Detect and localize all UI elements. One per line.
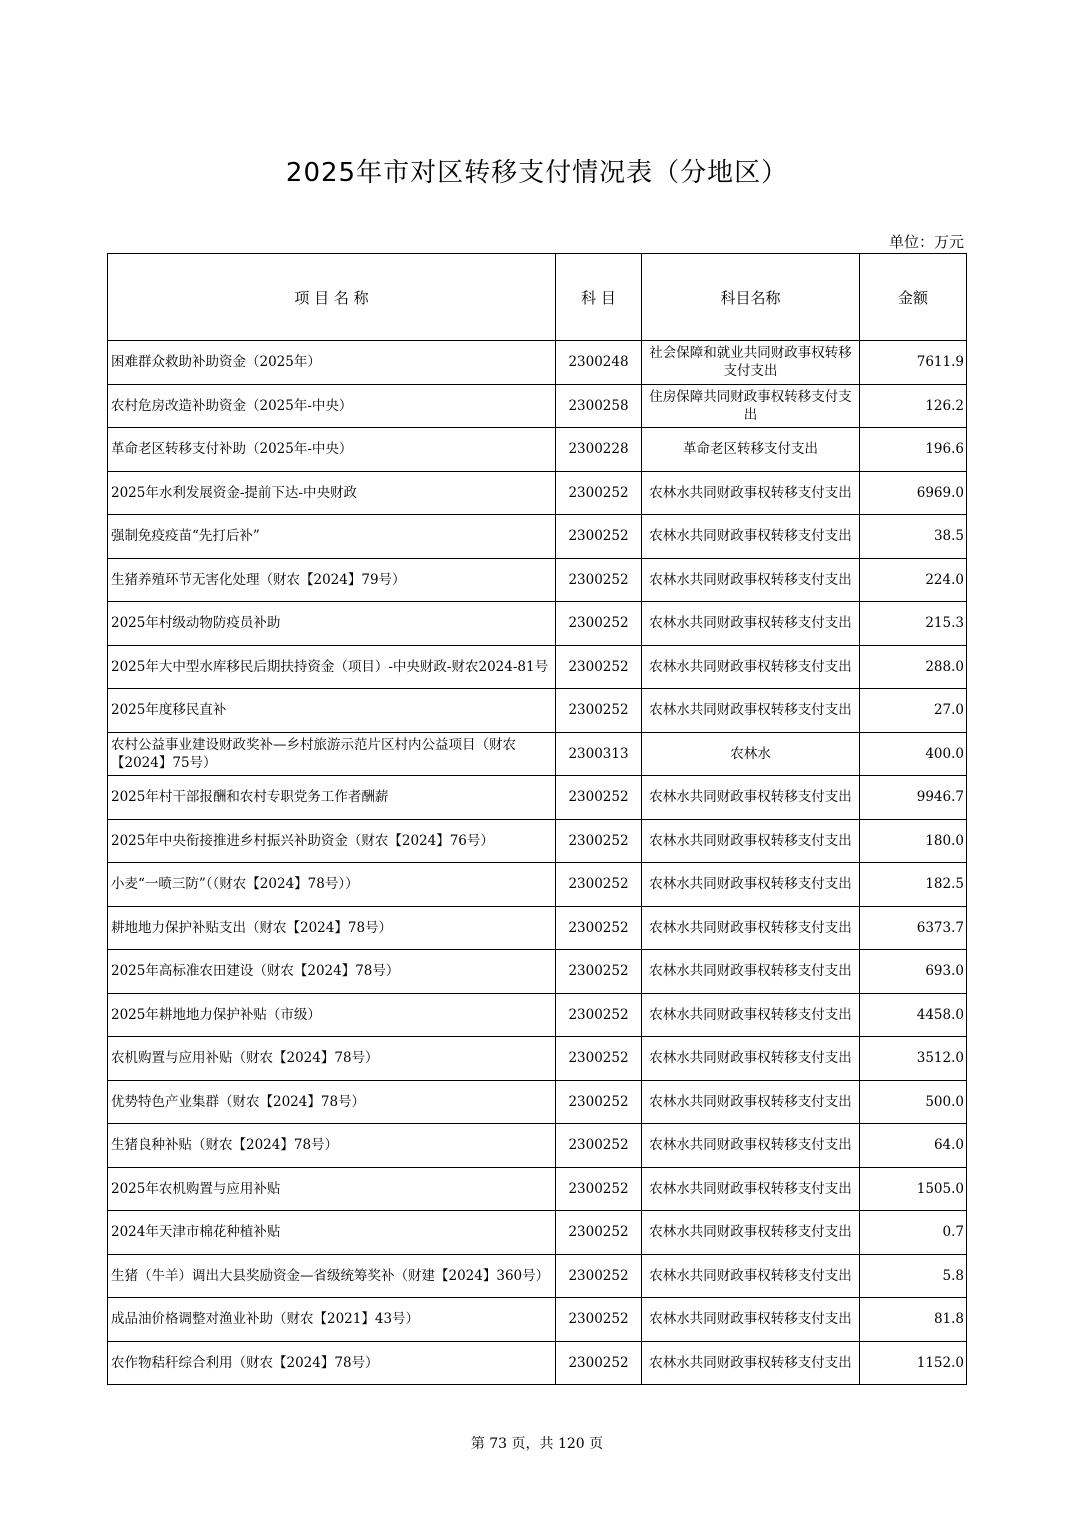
table-row — [108, 1211, 967, 1255]
subject-code-cell: 2300313 — [556, 732, 642, 776]
subject-code-cell: 2300228 — [556, 428, 642, 472]
amount-cell: 5.8 — [860, 1254, 967, 1298]
table-row — [108, 471, 967, 515]
subject-name-cell: 农林水共同财政事权转移支付支出 — [642, 515, 860, 559]
project-name-cell: 2025年高标准农田建设（财农【2024】78号） — [108, 950, 556, 994]
table-row — [108, 341, 967, 385]
subject-name-cell: 农林水 — [642, 732, 860, 776]
subject-name-cell: 农林水共同财政事权转移支付支出 — [642, 906, 860, 950]
amount-cell: 215.3 — [860, 602, 967, 646]
header-code: 科 目 — [556, 254, 642, 341]
subject-name-cell: 农林水共同财政事权转移支付支出 — [642, 1341, 860, 1385]
project-name-cell: 生猪良种补贴（财农【2024】78号） — [108, 1124, 556, 1168]
table-row — [108, 602, 967, 646]
project-name-cell: 小麦“一喷三防”（（财农【2024】78号）） — [108, 863, 556, 907]
project-name-cell: 2025年中央衔接推进乡村振兴补助资金（财农【2024】76号） — [108, 819, 556, 863]
subject-name-cell: 农林水共同财政事权转移支付支出 — [642, 1037, 860, 1081]
table-row — [108, 1037, 967, 1081]
subject-name-cell: 农林水共同财政事权转移支付支出 — [642, 645, 860, 689]
subject-code-cell: 2300252 — [556, 1298, 642, 1342]
project-name-cell: 成品油价格调整对渔业补助（财农【2021】43号） — [108, 1298, 556, 1342]
amount-cell: 196.6 — [860, 428, 967, 472]
subject-code-cell: 2300252 — [556, 558, 642, 602]
subject-code-cell: 2300252 — [556, 515, 642, 559]
project-name-cell: 2025年农机购置与应用补贴 — [108, 1167, 556, 1211]
amount-cell: 7611.9 — [860, 341, 967, 385]
amount-cell: 81.8 — [860, 1298, 967, 1342]
table-row — [108, 515, 967, 559]
project-name-cell: 农村危房改造补助资金（2025年-中央） — [108, 384, 556, 428]
amount-cell: 0.7 — [860, 1211, 967, 1255]
subject-name-cell: 住房保障共同财政事权转移支付支出 — [642, 384, 860, 428]
subject-code-cell: 2300252 — [556, 1124, 642, 1168]
subject-code-cell: 2300252 — [556, 1211, 642, 1255]
project-name-cell: 强制免疫疫苗“先打后补” — [108, 515, 556, 559]
project-name-cell: 2025年村级动物防疫员补助 — [108, 602, 556, 646]
project-name-cell: 农村公益事业建设财政奖补—乡村旅游示范片区村内公益项目（财农【2024】75号） — [108, 732, 556, 776]
subject-name-cell: 农林水共同财政事权转移支付支出 — [642, 1298, 860, 1342]
subject-name-cell: 农林水共同财政事权转移支付支出 — [642, 819, 860, 863]
project-name-cell: 耕地地力保护补贴支出（财农【2024】78号） — [108, 906, 556, 950]
header-amount: 金额 — [860, 254, 967, 341]
subject-name-cell: 农林水共同财政事权转移支付支出 — [642, 1167, 860, 1211]
subject-code-cell: 2300252 — [556, 1341, 642, 1385]
subject-code-cell: 2300252 — [556, 1037, 642, 1081]
subject-name-cell: 农林水共同财政事权转移支付支出 — [642, 863, 860, 907]
subject-name-cell: 农林水共同财政事权转移支付支出 — [642, 689, 860, 733]
amount-cell: 3512.0 — [860, 1037, 967, 1081]
table-row — [108, 732, 967, 776]
table-row — [108, 689, 967, 733]
amount-cell: 6373.7 — [860, 906, 967, 950]
amount-cell: 4458.0 — [860, 993, 967, 1037]
subject-name-cell: 农林水共同财政事权转移支付支出 — [642, 602, 860, 646]
table-row — [108, 993, 967, 1037]
subject-name-cell: 社会保障和就业共同财政事权转移支付支出 — [642, 341, 860, 385]
table-row — [108, 1124, 967, 1168]
subject-code-cell: 2300248 — [556, 341, 642, 385]
page-footer: 第 73 页，共 120 页 — [470, 1436, 604, 1452]
header-subject-name: 科目名称 — [642, 254, 860, 341]
table-row — [108, 428, 967, 472]
subject-code-cell: 2300252 — [556, 645, 642, 689]
subject-code-cell: 2300252 — [556, 471, 642, 515]
subject-code-cell: 2300252 — [556, 950, 642, 994]
table-row — [108, 819, 967, 863]
subject-code-cell: 2300252 — [556, 1254, 642, 1298]
table-row — [108, 1167, 967, 1211]
subject-name-cell: 农林水共同财政事权转移支付支出 — [642, 1080, 860, 1124]
subject-code-cell: 2300252 — [556, 689, 642, 733]
amount-cell: 1152.0 — [860, 1341, 967, 1385]
project-name-cell: 2025年村干部报酬和农村专职党务工作者酬薪 — [108, 776, 556, 820]
subject-code-cell: 2300252 — [556, 776, 642, 820]
subject-name-cell: 革命老区转移支付支出 — [642, 428, 860, 472]
subject-code-cell: 2300252 — [556, 1167, 642, 1211]
amount-cell: 182.5 — [860, 863, 967, 907]
amount-cell: 38.5 — [860, 515, 967, 559]
table-row — [108, 645, 967, 689]
subject-code-cell: 2300252 — [556, 993, 642, 1037]
subject-code-cell: 2300252 — [556, 906, 642, 950]
subject-name-cell: 农林水共同财政事权转移支付支出 — [642, 1211, 860, 1255]
subject-code-cell: 2300258 — [556, 384, 642, 428]
table-row — [108, 776, 967, 820]
table-row — [108, 1341, 967, 1385]
subject-name-cell: 农林水共同财政事权转移支付支出 — [642, 950, 860, 994]
amount-cell: 400.0 — [860, 732, 967, 776]
project-name-cell: 农作物秸秆综合利用（财农【2024】78号） — [108, 1341, 556, 1385]
project-name-cell: 2025年耕地地力保护补贴（市级） — [108, 993, 556, 1037]
project-name-cell: 生猪养殖环节无害化处理（财农【2024】79号） — [108, 558, 556, 602]
table-body — [108, 341, 967, 1385]
subject-name-cell: 农林水共同财政事权转移支付支出 — [642, 471, 860, 515]
project-name-cell: 困难群众救助补助资金（2025年） — [108, 341, 556, 385]
amount-cell: 1505.0 — [860, 1167, 967, 1211]
table-row — [108, 906, 967, 950]
transfer-payment-table — [107, 253, 967, 1385]
unit-label: 单位：万元 — [888, 233, 964, 251]
amount-cell: 9946.7 — [860, 776, 967, 820]
amount-cell: 180.0 — [860, 819, 967, 863]
project-name-cell: 2025年大中型水库移民后期扶持资金（项目）-中央财政-财农2024-81号 — [108, 645, 556, 689]
amount-cell: 6969.0 — [860, 471, 967, 515]
project-name-cell: 农机购置与应用补贴（财农【2024】78号） — [108, 1037, 556, 1081]
subject-code-cell: 2300252 — [556, 1080, 642, 1124]
amount-cell: 64.0 — [860, 1124, 967, 1168]
subject-name-cell: 农林水共同财政事权转移支付支出 — [642, 1124, 860, 1168]
subject-name-cell: 农林水共同财政事权转移支付支出 — [642, 558, 860, 602]
table-row — [108, 950, 967, 994]
amount-cell: 224.0 — [860, 558, 967, 602]
table-row — [108, 1298, 967, 1342]
amount-cell: 288.0 — [860, 645, 967, 689]
project-name-cell: 优势特色产业集群（财农【2024】78号） — [108, 1080, 556, 1124]
project-name-cell: 2024年天津市棉花种植补贴 — [108, 1211, 556, 1255]
subject-code-cell: 2300252 — [556, 819, 642, 863]
table-row — [108, 863, 967, 907]
project-name-cell: 2025年度移民直补 — [108, 689, 556, 733]
table-row — [108, 1080, 967, 1124]
table-row — [108, 1254, 967, 1298]
subject-name-cell: 农林水共同财政事权转移支付支出 — [642, 993, 860, 1037]
project-name-cell: 2025年水利发展资金-提前下达-中央财政 — [108, 471, 556, 515]
amount-cell: 500.0 — [860, 1080, 967, 1124]
amount-cell: 693.0 — [860, 950, 967, 994]
subject-name-cell: 农林水共同财政事权转移支付支出 — [642, 776, 860, 820]
subject-code-cell: 2300252 — [556, 602, 642, 646]
project-name-cell: 革命老区转移支付补助（2025年-中央） — [108, 428, 556, 472]
amount-cell: 27.0 — [860, 689, 967, 733]
table-row — [108, 558, 967, 602]
page-title: 2025年市对区转移支付情况表（分地区） — [285, 158, 789, 188]
table-row — [108, 384, 967, 428]
header-project-name: 项 目 名 称 — [108, 254, 556, 341]
project-name-cell: 生猪（牛羊）调出大县奖励资金—省级统筹奖补（财建【2024】360号） — [108, 1254, 556, 1298]
amount-cell: 126.2 — [860, 384, 967, 428]
subject-name-cell: 农林水共同财政事权转移支付支出 — [642, 1254, 860, 1298]
table-header-row — [108, 254, 967, 341]
subject-code-cell: 2300252 — [556, 863, 642, 907]
